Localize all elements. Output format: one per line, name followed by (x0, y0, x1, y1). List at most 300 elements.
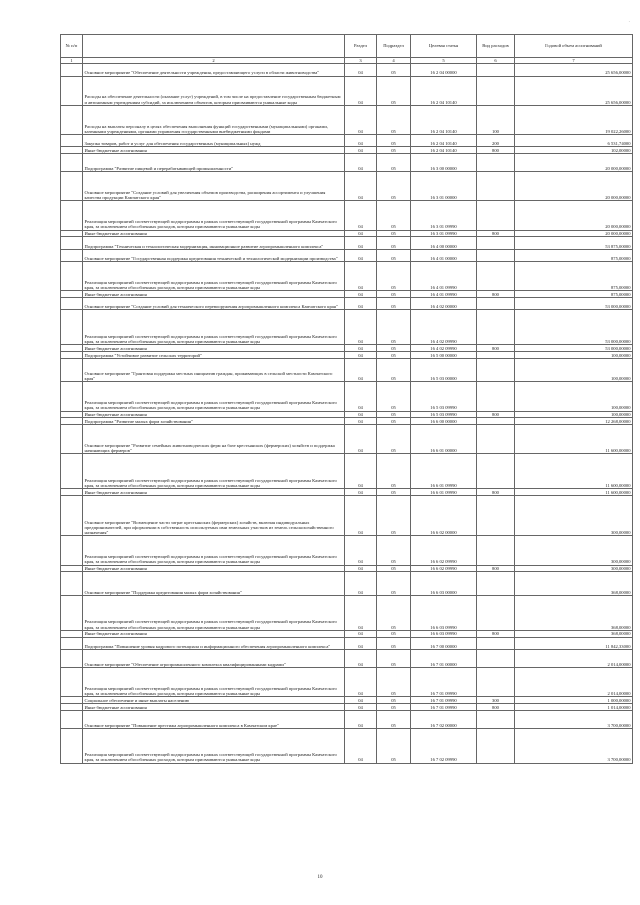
cell-amount: 20 000,00000 (515, 201, 633, 230)
cell-name: Основное мероприятие "Создание условий для технического перевооружения агропромышленного комплекса Камчатского края" (83, 298, 345, 310)
cell-subsection: 05 (377, 418, 411, 425)
cell-expense-type (477, 418, 515, 425)
cell-name: Иные бюджетные ассигнования (83, 291, 345, 298)
cell-target-article: 16 3 00 00000 (411, 154, 477, 172)
cell-subsection: 05 (377, 291, 411, 298)
cell-subsection: 05 (377, 411, 411, 418)
table-row (61, 667, 633, 696)
cell-section: 04 (345, 489, 377, 496)
cell-amount: 875,00000 (515, 249, 633, 261)
cell-number (61, 536, 83, 565)
cell-amount: 53 875,00000 (515, 237, 633, 249)
cell-subsection: 05 (377, 358, 411, 382)
cell-expense-type (477, 154, 515, 172)
header-section: Раздел (345, 35, 377, 58)
cell-section: 04 (345, 630, 377, 637)
cell-target-article: 16 2 04 10140 (411, 76, 477, 105)
cell-amount: 875,00000 (515, 262, 633, 291)
header-name (83, 35, 345, 58)
cell-number (61, 154, 83, 172)
cell-target-article: 16 4 01 00000 (411, 249, 477, 261)
cell-target-article: 16 7 02 09990 (411, 728, 477, 763)
cell-subsection: 05 (377, 596, 411, 631)
cell-name: Основное мероприятие "Обеспечение агропромышленного комплекса квалифицированными кадрами" (83, 649, 345, 667)
cell-name: Иные бюджетные ассигнования (83, 565, 345, 572)
cell-subsection: 05 (377, 345, 411, 352)
cell-amount: 6 531,74000 (515, 134, 633, 146)
cell-section: 04 (345, 536, 377, 565)
cell-name: Расходы на выплаты персоналу в целях обеспечения выполнения функций государственными (муниципальными) органами, казенными учреждениями, органами управления государственными внебюджетными фондами (83, 105, 345, 134)
table-row (61, 172, 633, 201)
cell-section: 04 (345, 105, 377, 134)
cell-subsection: 05 (377, 105, 411, 134)
table-row (61, 572, 633, 596)
cell-name: Реализация мероприятий соответствующей подпрограммы в рамках соответствующей государственной программы Камчатского края, за исключением обособленных расходов, которым присваиваются уникальные коды (83, 454, 345, 489)
cell-target-article: 16 6 02 09990 (411, 565, 477, 572)
cell-number (61, 565, 83, 572)
cell-number (61, 418, 83, 425)
table-row (61, 703, 633, 710)
cell-section: 04 (345, 496, 377, 536)
cell-target-article: 16 5 00 00000 (411, 352, 477, 359)
cell-expense-type (477, 536, 515, 565)
col-num-6: 6 (477, 58, 515, 64)
cell-amount: 3 700,00000 (515, 710, 633, 728)
cell-name: Иные бюджетные ассигнования (83, 703, 345, 710)
cell-name: Подпрограмма "Техническая и технологическая модернизация, инновационное развитие агропромышленного комплекса" (83, 237, 345, 249)
cell-target-article: 16 6 01 09990 (411, 489, 477, 496)
cell-name: Подпрограмма "Устойчивое развитие сельских территорий" (83, 352, 345, 359)
cell-number (61, 249, 83, 261)
cell-expense-type: 800 (477, 230, 515, 237)
col-num-2: 2 (83, 58, 345, 64)
cell-amount: 2 014,00000 (515, 667, 633, 696)
cell-expense-type: 800 (477, 703, 515, 710)
cell-subsection: 05 (377, 310, 411, 345)
table-row (61, 154, 633, 172)
table-row (61, 249, 633, 261)
cell-amount: 100,00000 (515, 358, 633, 382)
table-row (61, 64, 633, 76)
cell-section: 04 (345, 134, 377, 146)
cell-section: 04 (345, 710, 377, 728)
cell-section: 04 (345, 454, 377, 489)
cell-subsection: 05 (377, 262, 411, 291)
cell-expense-type: 800 (477, 291, 515, 298)
cell-amount: 1 014,00000 (515, 703, 633, 710)
cell-target-article: 16 4 01 09990 (411, 291, 477, 298)
col-num-5: 5 (411, 58, 477, 64)
cell-number (61, 76, 83, 105)
table-row (61, 352, 633, 359)
cell-expense-type (477, 425, 515, 454)
table-row (61, 147, 633, 154)
header-annual-amount: Годовой объем ассигнований (515, 35, 633, 58)
cell-expense-type (477, 310, 515, 345)
cell-section: 04 (345, 418, 377, 425)
cell-expense-type (477, 172, 515, 201)
table-row (61, 134, 633, 146)
cell-expense-type (477, 64, 515, 76)
cell-target-article: 16 7 01 09990 (411, 697, 477, 704)
cell-section: 04 (345, 237, 377, 249)
cell-subsection: 05 (377, 201, 411, 230)
cell-target-article: 16 6 02 09990 (411, 536, 477, 565)
table-row (61, 358, 633, 382)
cell-section: 04 (345, 201, 377, 230)
cell-target-article: 16 7 01 09990 (411, 667, 477, 696)
cell-number (61, 596, 83, 631)
table-row (61, 649, 633, 667)
table-row (61, 201, 633, 230)
cell-subsection: 05 (377, 637, 411, 649)
cell-name: Реализация мероприятий соответствующей подпрограммы в рамках соответствующей государственной программы Камчатского края, за исключением обособленных расходов, которым присваиваются уникальные коды (83, 596, 345, 631)
cell-target-article: 16 2 04 10140 (411, 147, 477, 154)
table-row (61, 411, 633, 418)
table-row (61, 728, 633, 763)
table-row (61, 418, 633, 425)
cell-amount: 100,00000 (515, 411, 633, 418)
cell-name: Социальное обеспечение и иные выплаты населению (83, 697, 345, 704)
cell-target-article: 16 6 00 00000 (411, 418, 477, 425)
cell-target-article: 16 2 04 10140 (411, 105, 477, 134)
cell-name: Иные бюджетные ассигнования (83, 230, 345, 237)
cell-name: Основное мероприятие "Поддержка кредитования малых форм хозяйствования" (83, 572, 345, 596)
cell-target-article: 16 7 00 00000 (411, 637, 477, 649)
cell-number (61, 649, 83, 667)
cell-expense-type (477, 76, 515, 105)
cell-section: 04 (345, 565, 377, 572)
cell-subsection: 05 (377, 454, 411, 489)
cell-expense-type: 200 (477, 134, 515, 146)
cell-number (61, 310, 83, 345)
cell-name: Основное мероприятие "Развитие семейных животноводческих ферм на базе крестьянских (фермерских) хозяйств и поддержка начинающих фермеров" (83, 425, 345, 454)
cell-target-article: 16 6 03 09990 (411, 596, 477, 631)
cell-amount: 20 000,00000 (515, 230, 633, 237)
cell-expense-type (477, 237, 515, 249)
table-row (61, 230, 633, 237)
cell-number (61, 425, 83, 454)
cell-name: Основное мероприятие "Государственная поддержка кредитования технической и технологической модернизации производства" (83, 249, 345, 261)
cell-subsection: 05 (377, 298, 411, 310)
header-target-article: Целевая статья (411, 35, 477, 58)
cell-number (61, 697, 83, 704)
cell-amount: 368,00000 (515, 630, 633, 637)
cell-number (61, 454, 83, 489)
cell-expense-type: 800 (477, 565, 515, 572)
cell-number (61, 134, 83, 146)
cell-section: 04 (345, 637, 377, 649)
cell-section: 04 (345, 76, 377, 105)
cell-amount: 100,00000 (515, 382, 633, 411)
table-row (61, 697, 633, 704)
table-row (61, 237, 633, 249)
cell-number (61, 237, 83, 249)
table-row (61, 637, 633, 649)
table-row (61, 489, 633, 496)
cell-number (61, 382, 83, 411)
cell-subsection: 05 (377, 565, 411, 572)
table-row (61, 596, 633, 631)
cell-section: 04 (345, 230, 377, 237)
cell-target-article: 16 6 03 09990 (411, 630, 477, 637)
cell-subsection: 05 (377, 728, 411, 763)
cell-section: 04 (345, 728, 377, 763)
cell-target-article: 16 5 03 09990 (411, 411, 477, 418)
cell-name: Реализация мероприятий соответствующей подпрограммы в рамках соответствующей государственной программы Камчатского края, за исключением обособленных расходов, которым присваиваются уникальные коды (83, 536, 345, 565)
cell-section: 04 (345, 667, 377, 696)
table-row (61, 382, 633, 411)
cell-expense-type (477, 358, 515, 382)
cell-section: 04 (345, 249, 377, 261)
col-num-7: 7 (515, 58, 633, 64)
cell-amount: 25 656,00000 (515, 76, 633, 105)
cell-name: Подпрограмма "Развитие малых форм хозяйствования" (83, 418, 345, 425)
cell-section: 04 (345, 358, 377, 382)
cell-target-article: 16 4 02 00000 (411, 298, 477, 310)
table-row (61, 710, 633, 728)
col-num-1: 1 (61, 58, 83, 64)
cell-name: Реализация мероприятий соответствующей подпрограммы в рамках соответствующей государственной программы Камчатского края, за исключением обособленных расходов, которым присваиваются уникальные коды (83, 667, 345, 696)
cell-number (61, 637, 83, 649)
budget-table-sheet (60, 34, 632, 764)
cell-number (61, 489, 83, 496)
table-row (61, 454, 633, 489)
table-row (61, 425, 633, 454)
cell-subsection: 05 (377, 154, 411, 172)
cell-number (61, 411, 83, 418)
header-subsection: Подраздел (377, 35, 411, 58)
cell-name: Подпрограмма "Развитие пищевой и перерабатывающей промышленности" (83, 154, 345, 172)
cell-amount: 25 656,00000 (515, 64, 633, 76)
header-expense-type: Вид расходов (477, 35, 515, 58)
cell-expense-type (477, 298, 515, 310)
cell-subsection: 05 (377, 172, 411, 201)
cell-target-article: 16 6 03 00000 (411, 572, 477, 596)
cell-section: 04 (345, 291, 377, 298)
table-row (61, 496, 633, 536)
cell-number (61, 352, 83, 359)
cell-number (61, 572, 83, 596)
cell-name: Реализация мероприятий соответствующей подпрограммы в рамках соответствующей государственной программы Камчатского края, за исключением обособленных расходов, которым присваиваются уникальные коды (83, 310, 345, 345)
cell-section: 04 (345, 147, 377, 154)
cell-amount: 368,00000 (515, 596, 633, 631)
cell-target-article: 16 7 01 09990 (411, 703, 477, 710)
cell-expense-type: 300 (477, 697, 515, 704)
cell-amount: 53 000,00000 (515, 345, 633, 352)
budget-table (60, 34, 633, 764)
cell-expense-type (477, 382, 515, 411)
cell-name: Подпрограмма "Повышение уровня кадрового потенциала и информационного обеспечения агропромышленного комплекса" (83, 637, 345, 649)
cell-subsection: 05 (377, 496, 411, 536)
cell-name: Основное мероприятие "Повышение престижа агропромышленного комплекса в Камчатском крае" (83, 710, 345, 728)
cell-target-article: 16 6 02 00000 (411, 496, 477, 536)
page-number: 10 (317, 875, 323, 880)
cell-subsection: 05 (377, 147, 411, 154)
cell-target-article: 16 5 03 00000 (411, 358, 477, 382)
cell-target-article: 16 6 01 00000 (411, 425, 477, 454)
table-row (61, 310, 633, 345)
cell-target-article: 16 4 02 09990 (411, 310, 477, 345)
cell-expense-type (477, 201, 515, 230)
table-row (61, 105, 633, 134)
cell-name: Основное мероприятие "Обеспечение деятельности учреждения, предоставляющего услуги в области животноводства" (83, 64, 345, 76)
cell-subsection: 05 (377, 630, 411, 637)
cell-section: 04 (345, 382, 377, 411)
table-row (61, 76, 633, 105)
cell-section: 04 (345, 298, 377, 310)
cell-target-article: 16 7 02 00000 (411, 710, 477, 728)
cell-expense-type: 100 (477, 105, 515, 134)
cell-section: 04 (345, 649, 377, 667)
cell-name: Реализация мероприятий соответствующей подпрограммы в рамках соответствующей государственной программы Камчатского края, за исключением обособленных расходов, которым присваиваются уникальные коды (83, 201, 345, 230)
cell-number (61, 630, 83, 637)
cell-subsection: 05 (377, 703, 411, 710)
cell-name: Закупка товаров, работ и услуг для обеспечения государственных (муниципальных) нужд (83, 134, 345, 146)
header-row (61, 35, 633, 58)
cell-number (61, 147, 83, 154)
cell-number (61, 105, 83, 134)
cell-number (61, 703, 83, 710)
cell-target-article: 16 3 01 00000 (411, 172, 477, 201)
cell-name: Иные бюджетные ассигнования (83, 147, 345, 154)
cell-section: 04 (345, 697, 377, 704)
cell-subsection: 05 (377, 352, 411, 359)
cell-name: Иные бюджетные ассигнования (83, 411, 345, 418)
cell-subsection: 05 (377, 667, 411, 696)
cell-name: Реализация мероприятий соответствующей подпрограммы в рамках соответствующей государственной программы Камчатского края, за исключением обособленных расходов, которым присваиваются уникальные коды (83, 262, 345, 291)
cell-section: 04 (345, 572, 377, 596)
cell-name: Основное мероприятие "Возмещение части затрат крестьянских (фермерских) хозяйств, включая индивидуальных предпринимателей, при оформлении в собственность используемых ими земельных участков из земель сельскохозяйственного назначения" (83, 496, 345, 536)
cell-name: Основное мероприятие "Создание условий для увеличения объемов производства, расширения ассортимента и улучшения качества продукции Камчатского края" (83, 172, 345, 201)
cell-name: Иные бюджетные ассигнования (83, 630, 345, 637)
col-num-3: 3 (345, 58, 377, 64)
cell-amount: 11 842,33000 (515, 637, 633, 649)
cell-number (61, 172, 83, 201)
cell-target-article: 16 6 01 09990 (411, 454, 477, 489)
cell-target-article: 16 3 01 09990 (411, 201, 477, 230)
cell-name: Реализация мероприятий соответствующей подпрограммы в рамках соответствующей государственной программы Камчатского края, за исключением обособленных расходов, которым присваиваются уникальные коды (83, 382, 345, 411)
cell-amount: 100,00000 (515, 352, 633, 359)
cell-number (61, 230, 83, 237)
cell-amount: 875,00000 (515, 291, 633, 298)
cell-number (61, 667, 83, 696)
cell-subsection: 05 (377, 76, 411, 105)
cell-expense-type (477, 667, 515, 696)
corner-mark: · (628, 20, 630, 25)
cell-subsection: 05 (377, 237, 411, 249)
cell-section: 04 (345, 172, 377, 201)
cell-expense-type (477, 352, 515, 359)
cell-expense-type (477, 728, 515, 763)
cell-amount: 11 600,00000 (515, 454, 633, 489)
header-number: № п/п (61, 35, 83, 58)
cell-amount: 11 600,00000 (515, 489, 633, 496)
cell-section: 04 (345, 310, 377, 345)
cell-target-article: 16 4 02 09990 (411, 345, 477, 352)
cell-name: Основное мероприятие "Грантовая поддержка местных инициатив граждан, проживающих в сельской местности Камчатского края" (83, 358, 345, 382)
cell-number (61, 345, 83, 352)
cell-number (61, 262, 83, 291)
cell-section: 04 (345, 411, 377, 418)
cell-expense-type (477, 496, 515, 536)
cell-target-article: 16 3 01 09990 (411, 230, 477, 237)
cell-subsection: 05 (377, 382, 411, 411)
table-row (61, 565, 633, 572)
cell-expense-type (477, 637, 515, 649)
table-row (61, 536, 633, 565)
cell-subsection: 05 (377, 249, 411, 261)
table-row (61, 262, 633, 291)
cell-amount: 102,00000 (515, 147, 633, 154)
cell-section: 04 (345, 596, 377, 631)
cell-section: 04 (345, 262, 377, 291)
cell-expense-type: 800 (477, 345, 515, 352)
cell-number (61, 496, 83, 536)
cell-expense-type (477, 710, 515, 728)
cell-subsection: 05 (377, 489, 411, 496)
cell-subsection: 05 (377, 649, 411, 667)
cell-expense-type: 800 (477, 630, 515, 637)
cell-amount: 12 268,00000 (515, 418, 633, 425)
table-row (61, 345, 633, 352)
cell-number (61, 64, 83, 76)
cell-number (61, 298, 83, 310)
cell-amount: 1 000,00000 (515, 697, 633, 704)
cell-number (61, 728, 83, 763)
cell-amount: 3 700,00000 (515, 728, 633, 763)
cell-name: Иные бюджетные ассигнования (83, 489, 345, 496)
cell-number (61, 291, 83, 298)
cell-number (61, 358, 83, 382)
cell-target-article: 16 5 03 09990 (411, 382, 477, 411)
cell-amount: 20 000,00000 (515, 172, 633, 201)
cell-expense-type (477, 572, 515, 596)
cell-expense-type: 800 (477, 147, 515, 154)
cell-expense-type (477, 649, 515, 667)
cell-expense-type (477, 249, 515, 261)
cell-section: 04 (345, 345, 377, 352)
cell-section: 04 (345, 425, 377, 454)
cell-target-article: 16 4 00 00000 (411, 237, 477, 249)
cell-subsection: 05 (377, 697, 411, 704)
cell-amount: 53 000,00000 (515, 298, 633, 310)
cell-amount: 53 000,00000 (515, 310, 633, 345)
cell-amount: 11 600,00000 (515, 425, 633, 454)
cell-section: 04 (345, 64, 377, 76)
cell-subsection: 05 (377, 134, 411, 146)
cell-expense-type (477, 262, 515, 291)
cell-section: 04 (345, 352, 377, 359)
cell-number (61, 201, 83, 230)
cell-number (61, 710, 83, 728)
cell-subsection: 05 (377, 230, 411, 237)
cell-name: Реализация мероприятий соответствующей подпрограммы в рамках соответствующей государственной программы Камчатского края, за исключением обособленных расходов, которым присваиваются уникальные коды (83, 728, 345, 763)
cell-subsection: 05 (377, 572, 411, 596)
cell-section: 04 (345, 703, 377, 710)
cell-amount: 19 022,26000 (515, 105, 633, 134)
table-body (61, 64, 633, 763)
cell-subsection: 05 (377, 425, 411, 454)
cell-target-article: 16 4 01 09990 (411, 262, 477, 291)
cell-expense-type (477, 596, 515, 631)
cell-name: Иные бюджетные ассигнования (83, 345, 345, 352)
cell-target-article: 16 7 01 00000 (411, 649, 477, 667)
table-row (61, 298, 633, 310)
cell-target-article: 16 2 04 10140 (411, 134, 477, 146)
col-num-4: 4 (377, 58, 411, 64)
table-row (61, 630, 633, 637)
